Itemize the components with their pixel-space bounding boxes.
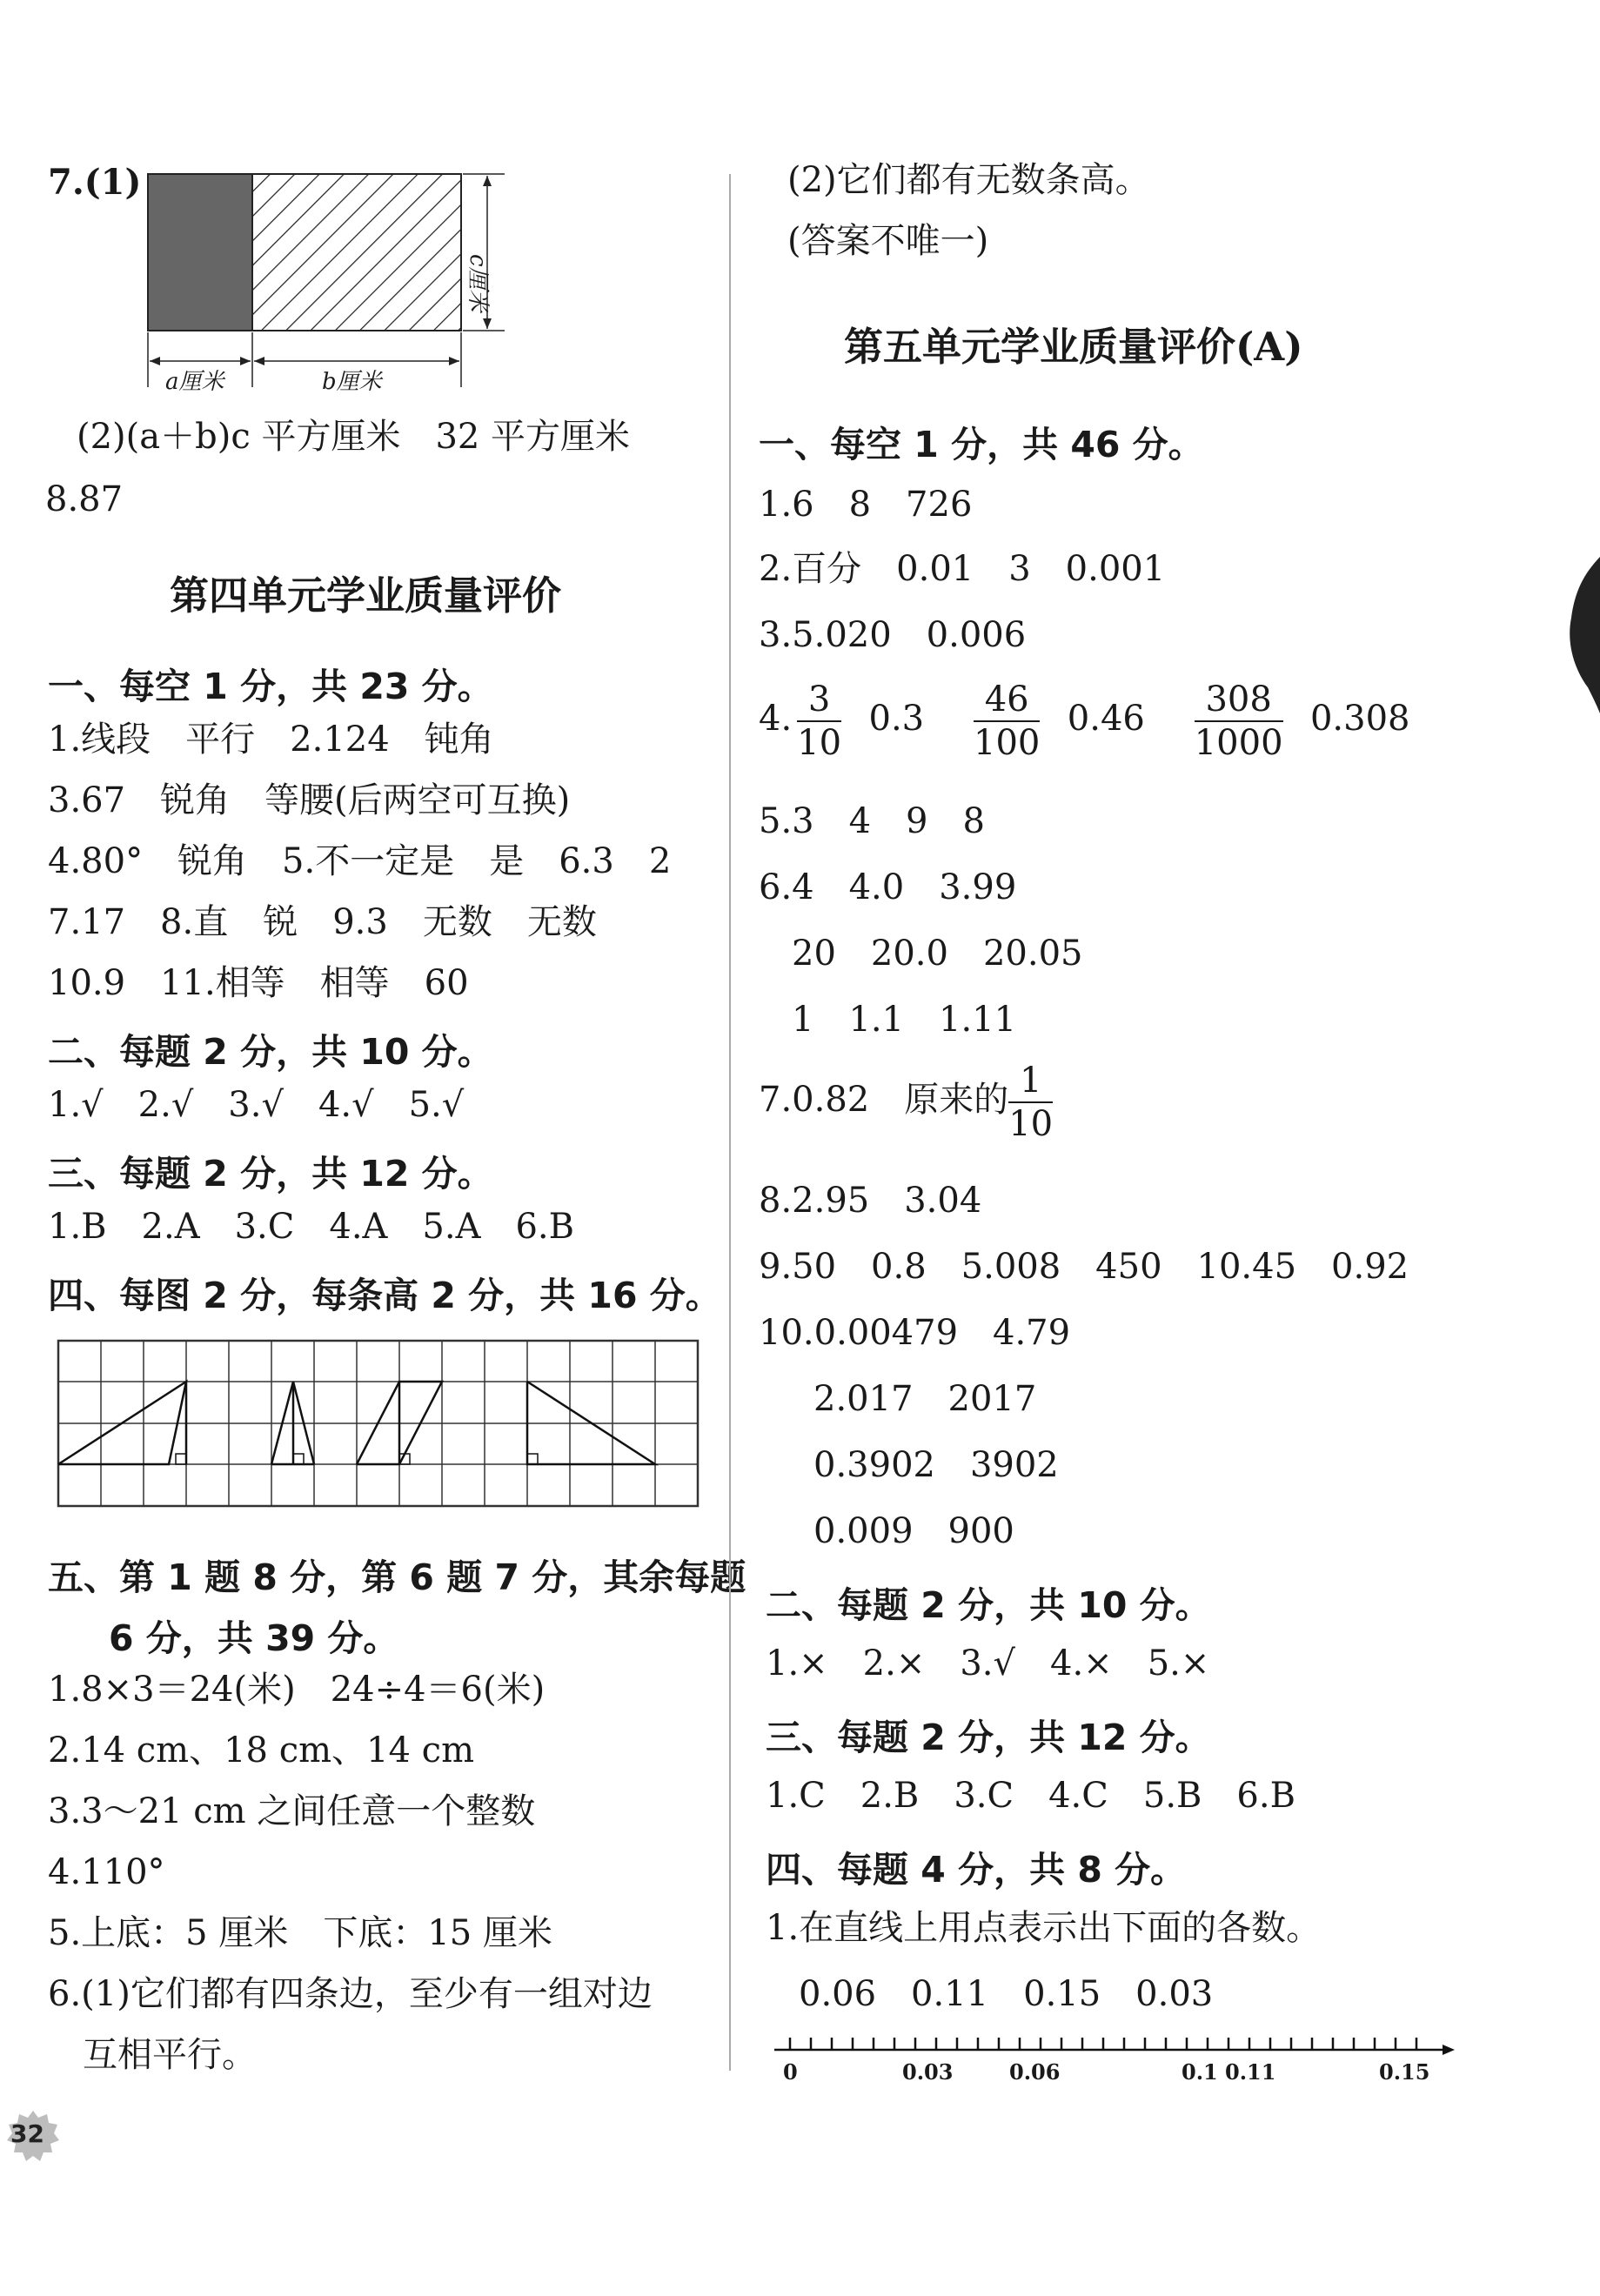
denominator: 10: [797, 723, 842, 763]
right-r3: 3.5.020 0.006: [759, 615, 1027, 655]
r7-prefix: 7.0.82 原来的: [759, 1080, 1009, 1120]
r4-v3: 0.308: [1309, 699, 1410, 739]
left-s3-line: 1.B 2.A 3.C 4.A 5.A 6.B: [48, 1207, 575, 1247]
column-divider: [729, 174, 731, 2071]
label-c: c厘米: [465, 254, 491, 312]
right-r10c: 0.3902 3902: [813, 1445, 1059, 1485]
right-s2-head: 二、每题 2 分，共 10 分。: [766, 1584, 1211, 1626]
nl-label: 0.11: [1225, 2059, 1276, 2085]
left-s1-line: 1.线段 平行 2.124 钝角: [48, 720, 494, 760]
fraction: [974, 679, 1040, 764]
right-r7: [759, 1060, 1058, 1145]
right-cont-2: (答案不唯一): [787, 221, 989, 261]
left-s5-head: 五、第 1 题 8 分，第 6 题 7 分，其余每题: [48, 1556, 746, 1598]
fraction: [1195, 679, 1283, 764]
left-s5-line: 6.(1)它们都有四条边，至少有一组对边: [48, 1974, 653, 2014]
denominator: 1000: [1194, 723, 1283, 763]
fraction: [1008, 1060, 1053, 1145]
denominator: 100: [974, 723, 1041, 763]
left-s2-line: 1.√ 2.√ 3.√ 4.√ 5.√: [48, 1085, 465, 1125]
right-s2-line: 1.× 2.× 3.√ 4.× 5.×: [766, 1643, 1210, 1684]
right-r5: 5.3 4 9 8: [759, 801, 985, 841]
right-s1-head: 一、每空 1 分，共 46 分。: [759, 424, 1204, 465]
right-s3-head: 三、每题 2 分，共 12 分。: [766, 1717, 1211, 1758]
numerator: 3: [797, 679, 841, 722]
q7-2-answer: (2)(a＋b)c 平方厘米 32 平方厘米: [77, 417, 631, 457]
hatched-rect-b: [252, 174, 461, 331]
q7-label: 7.(1): [48, 162, 142, 203]
left-s1-line: 7.17 8.直 锐 9.3 无数 无数: [48, 902, 597, 942]
right-r6a: 6.4 4.0 3.99: [759, 867, 1017, 907]
right-r2: 2.百分 0.01 3 0.001: [759, 549, 1166, 589]
left-s5-line: 4.110°: [48, 1852, 165, 1892]
left-s5-head-cont: 6 分，共 39 分。: [109, 1617, 399, 1659]
right-r10d: 0.009 900: [813, 1511, 1014, 1551]
right-r6b: 20 20.0 20.05: [792, 934, 1083, 974]
r4-v2: 0.46: [1067, 699, 1145, 739]
right-r4: [759, 679, 1409, 764]
numerator: 308: [1195, 679, 1283, 722]
left-s1-head: 一、每空 1 分，共 23 分。: [48, 666, 493, 707]
left-s5-line: 3.3～21 cm 之间任意一个整数: [48, 1791, 536, 1831]
right-r1: 1.6 8 726: [759, 485, 973, 525]
right-s4-values: 0.06 0.11 0.15 0.03: [799, 1974, 1214, 2014]
left-s5-line: 5.上底：5 厘米 下底：15 厘米: [48, 1913, 552, 1953]
r4-v1: 0.3: [868, 699, 925, 739]
left-s1-line: 4.80° 锐角 5.不一定是 是 6.3 2: [48, 841, 672, 881]
right-cont-1: (2)它们都有无数条高。: [787, 160, 1150, 200]
right-s4-head: 四、每题 4 分，共 8 分。: [766, 1849, 1187, 1891]
r4-prefix: 4.: [759, 699, 793, 739]
right-r10a: 10.0.00479 4.79: [759, 1313, 1071, 1353]
denominator: 10: [1008, 1104, 1054, 1144]
nl-label: 0: [783, 2059, 798, 2085]
left-s5-line: 1.8×3＝24(米) 24÷4＝6(米): [48, 1670, 546, 1710]
right-r8: 8.2.95 3.04: [759, 1181, 982, 1221]
grid-figure: [54, 1336, 706, 1510]
label-a: a厘米: [165, 369, 224, 395]
number-line: [766, 2027, 1462, 2097]
numerator: 46: [974, 679, 1040, 722]
nl-label: 0.15: [1379, 2059, 1430, 2085]
right-r6c: 1 1.1 1.11: [792, 1000, 1017, 1040]
numerator: 1: [1008, 1060, 1053, 1103]
shaded-rect-a: [148, 174, 252, 331]
left-s1-line: 3.67 锐角 等腰(后两空可互换): [48, 780, 571, 820]
left-s5-line: 2.14 cm、18 cm、14 cm: [48, 1730, 474, 1771]
right-s3-line: 1.C 2.B 3.C 4.C 5.B 6.B: [766, 1776, 1295, 1816]
left-s1-line: 10.9 11.相等 相等 60: [48, 963, 469, 1003]
right-r10b: 2.017 2017: [813, 1379, 1037, 1419]
page-number: 32: [10, 2119, 44, 2148]
nl-label: 0.1: [1182, 2059, 1218, 2085]
right-r9: 9.50 0.8 5.008 450 10.45 0.92: [759, 1247, 1409, 1287]
unit5-title: 第五单元学业质量评价(A): [844, 324, 1303, 370]
left-s4-head: 四、每图 2 分，每条高 2 分，共 16 分。: [48, 1275, 721, 1316]
left-s2-head: 二、每题 2 分，共 10 分。: [48, 1031, 493, 1073]
nl-label: 0.06: [1009, 2059, 1061, 2085]
left-s3-head: 三、每题 2 分，共 12 分。: [48, 1153, 493, 1195]
right-s4-q1: 1.在直线上用点表示出下面的各数。: [766, 1908, 1322, 1948]
fraction: [797, 679, 841, 764]
label-b: b厘米: [322, 369, 382, 395]
left-s5-line: 互相平行。: [83, 2035, 257, 2075]
scan-blot: [1540, 557, 1600, 713]
nl-label: 0.03: [902, 2059, 954, 2085]
q8-answer: 8.87: [45, 479, 124, 519]
unit4-title: 第四单元学业质量评价: [170, 572, 562, 619]
